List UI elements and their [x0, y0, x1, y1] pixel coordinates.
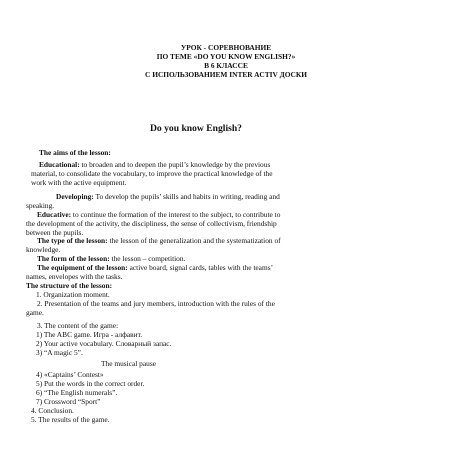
- educational-line-2: material, to consolidate the vocabulary, to improve the practical knowledge of the: [31, 169, 273, 178]
- developing-line-2: speaking.: [26, 201, 55, 210]
- structure-item: 1. Organization moment.: [36, 290, 110, 299]
- equipment-line-1: [37, 263, 273, 272]
- structure-item: 5. The results of the game.: [31, 415, 110, 424]
- equipment-label: The equipment of the lesson:: [37, 263, 128, 272]
- educational-line-1: [39, 160, 270, 169]
- educational-line-3: work with the active equipment.: [31, 178, 127, 187]
- structure-item: 4. Conclusion.: [31, 406, 74, 415]
- aims-heading: The aims of the lesson:: [39, 148, 111, 157]
- type-text-1: the lesson of the generalization and the systematization of: [107, 236, 281, 245]
- educative-line-2: the development of the activity, the discipliness, the sense of collectivism, friendship: [26, 219, 277, 228]
- type-label: The type of the lesson:: [37, 236, 108, 245]
- structure-heading: The structure of the lesson:: [26, 281, 113, 290]
- developing-text-1: To develop the pupils’ skills and habits in writing, reading and: [93, 192, 280, 201]
- structure-item: 6) “The English numerals”.: [36, 388, 118, 397]
- form-line-1: [37, 254, 185, 263]
- developing-line-1: [56, 192, 280, 201]
- structure-item: game.: [26, 308, 44, 317]
- equipment-text-1: active board, signal cards, tables with the teams’: [127, 263, 274, 272]
- form-label: The form of the lesson:: [37, 254, 110, 263]
- form-text-1: the lesson – competition.: [109, 254, 186, 263]
- header-line-3: В 6 КЛАССЕ: [204, 61, 248, 70]
- structure-item: 1) The ABC game. Игра - алфавит.: [36, 330, 143, 339]
- structure-item: 3. The content of the game:: [37, 321, 119, 330]
- structure-item: 5) Put the words in the correct order.: [36, 379, 145, 388]
- type-line-1: [37, 236, 281, 245]
- header-line-1: УРОК - СОРЕВНОВАНИЕ: [180, 43, 272, 52]
- structure-item: 4) «Captains’ Contest»: [36, 370, 104, 379]
- educative-text-1: to continue the formation of the interest to the subject, to contribute to: [71, 210, 281, 219]
- educational-text-1: to broaden and to deepen the pupil’s knowledge by the previous: [79, 160, 271, 169]
- educational-label: Educational:: [39, 160, 80, 169]
- header-line-2: ПО ТЕМЕ «DO YOU KNOW ENGLISH?»: [156, 52, 296, 61]
- document-title: Do you know English?: [150, 123, 242, 134]
- header-line-4: С ИСПОЛЬЗОВАНИЕМ INTER ACTIV ДОСКИ: [145, 70, 307, 79]
- educative-line-1: [37, 210, 280, 219]
- developing-label: Developing:: [56, 192, 94, 201]
- type-line-2: knowledge.: [26, 245, 61, 254]
- educative-line-3: between the pupils.: [26, 228, 84, 237]
- musical-pause: The musical pause: [101, 359, 157, 368]
- structure-item: 2. Presentation of the teams and jury members, introduction with the rules of the: [37, 299, 275, 308]
- structure-item: 2) Your active vocabulary. Словарный запас.: [36, 339, 172, 348]
- structure-item: 3) “A magic 5”.: [36, 348, 83, 357]
- equipment-line-2: names, envelopes with the tasks.: [26, 272, 123, 281]
- educative-label: Educative:: [37, 210, 72, 219]
- structure-item: 7) Crossword “Sport”: [36, 397, 101, 406]
